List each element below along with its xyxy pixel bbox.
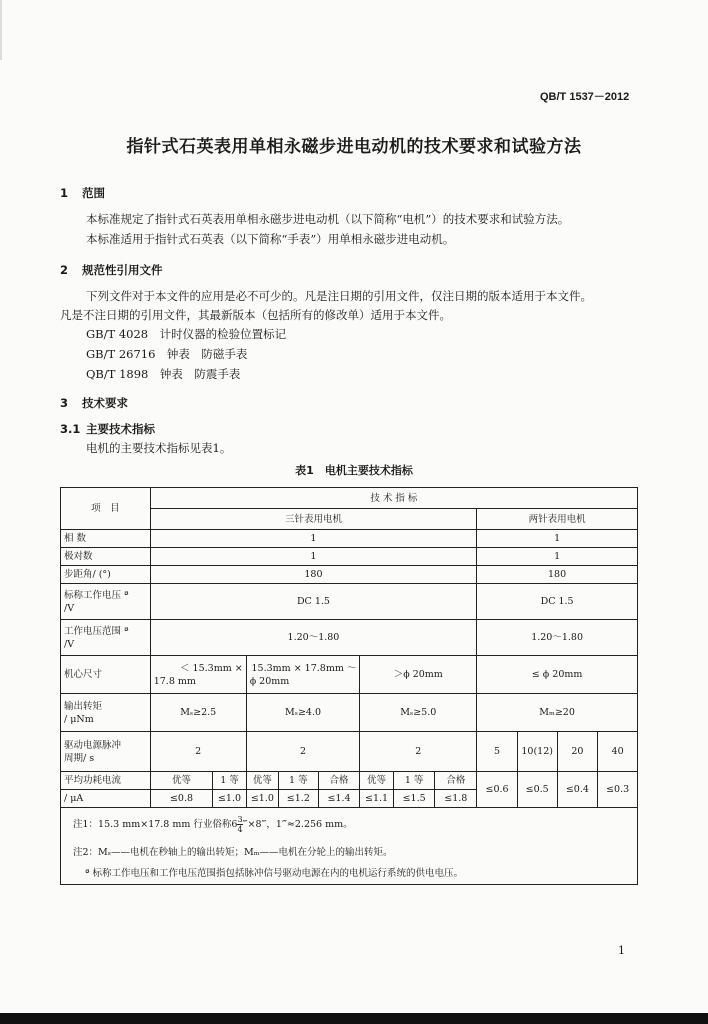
row-label-line: 输出转矩 bbox=[64, 700, 103, 712]
cell: 1 bbox=[150, 530, 476, 548]
section-2-number: 2 bbox=[60, 263, 69, 277]
row-label: 相 数 bbox=[61, 530, 151, 548]
document-title: 指针式石英表用单相永磁步进电动机的技术要求和试验方法 bbox=[126, 137, 582, 157]
cell: 1 bbox=[477, 548, 638, 566]
grade-cell: 优等 bbox=[360, 772, 393, 790]
section-1-title: 范围 bbox=[82, 186, 105, 200]
table-row bbox=[61, 488, 638, 509]
table-row bbox=[61, 694, 638, 732]
note-1 bbox=[61, 808, 638, 842]
row-label-unit: /V bbox=[64, 602, 75, 614]
section-1-number: 1 bbox=[60, 186, 69, 200]
grade-cell: 1 等 bbox=[213, 772, 246, 790]
section-3-heading bbox=[60, 395, 128, 411]
header-two-hand: 两针表用电机 bbox=[477, 509, 638, 530]
cell: 10(12) bbox=[517, 732, 557, 772]
cell: 20 bbox=[557, 732, 598, 772]
section-3-title: 技术要求 bbox=[82, 396, 128, 410]
section-2-title: 规范性引用文件 bbox=[82, 263, 163, 277]
table-row bbox=[61, 530, 638, 548]
cell: ≤1.0 bbox=[246, 790, 278, 808]
grade-cell: 合格 bbox=[318, 772, 360, 790]
cell-line: ϕ 20mm bbox=[249, 675, 290, 687]
cell: 1 bbox=[477, 530, 638, 548]
table-row bbox=[61, 656, 638, 694]
note-2: 注2：Mₛ——电机在秒轴上的输出转矩；Mₘ——电机在分轮上的输出转矩。 bbox=[61, 842, 638, 863]
cell: ≤1.5 bbox=[393, 790, 435, 808]
footnote: ª 标称工作电压和工作电压范围指包括脉冲信号驱动电源在内的电机运行系统的供电电压。 bbox=[61, 863, 638, 885]
row-label: 机心尺寸 bbox=[61, 656, 151, 694]
cell: ≤0.4 bbox=[557, 772, 598, 808]
grade-cell: 优等 bbox=[246, 772, 278, 790]
cell: Mₛ≥4.0 bbox=[246, 694, 360, 732]
cell: ≤0.5 bbox=[517, 772, 557, 808]
section-1-para-1: 本标准规定了指针式石英表用单相永磁步进电动机（以下简称“电机”）的技术要求和试验方法。 bbox=[86, 212, 570, 226]
page-number: 1 bbox=[618, 944, 625, 957]
cell: 2 bbox=[360, 732, 477, 772]
cell: ≤ ϕ 20mm bbox=[477, 656, 638, 694]
section-2-heading bbox=[60, 262, 163, 278]
row-label: 平均功耗电流 bbox=[61, 772, 151, 790]
cell: 5 bbox=[477, 732, 518, 772]
header-spec: 技 术 指 标 bbox=[150, 488, 637, 509]
note-1-int: 6 bbox=[231, 819, 238, 831]
cell: ≤0.3 bbox=[598, 772, 638, 808]
row-label bbox=[61, 694, 151, 732]
row-label-line: 驱动电源脉冲 bbox=[64, 739, 122, 751]
cell: 40 bbox=[598, 732, 638, 772]
table-caption: 表1 电机主要技术指标 bbox=[295, 464, 413, 477]
spec-table bbox=[60, 487, 638, 885]
cell: Mₘ≥20 bbox=[477, 694, 638, 732]
table-row bbox=[61, 584, 638, 620]
note-1-text: 注1：15.3 mm×17.8 mm 行业俗称 bbox=[73, 819, 232, 831]
section-3-1-heading bbox=[60, 421, 155, 437]
cell: Mₛ≥5.0 bbox=[360, 694, 477, 732]
cell-line: 17.8 mm bbox=[153, 675, 196, 687]
table-row bbox=[61, 566, 638, 584]
row-label: 极对数 bbox=[61, 548, 151, 566]
fraction-numerator: 3 bbox=[237, 815, 243, 825]
cell: 1.20～1.80 bbox=[150, 620, 476, 656]
cell: 2 bbox=[150, 732, 246, 772]
cell-line: ＜ 15.3mm × bbox=[180, 662, 243, 674]
cell: 180 bbox=[150, 566, 476, 584]
section-3-1-number: 3.1 bbox=[60, 422, 81, 436]
cell: 2 bbox=[246, 732, 360, 772]
row-label-unit: /V bbox=[64, 638, 75, 650]
table-row bbox=[61, 772, 638, 790]
row-label-line: 标称工作电压 ª bbox=[64, 589, 129, 601]
cell: ≤1.1 bbox=[360, 790, 393, 808]
cell: DC 1.5 bbox=[150, 584, 476, 620]
cell: 1.20～1.80 bbox=[477, 620, 638, 656]
section-2-para-1a: 下列文件对于本文件的应用是必不可少的。凡是注日期的引用文件，仅注日期的版本适用于本文件。 bbox=[86, 289, 592, 303]
row-label bbox=[61, 620, 151, 656]
section-2-para-1b: 凡是不注日期的引用文件，其最新版本（包括所有的修改单）适用于本文件。 bbox=[60, 308, 451, 322]
table-row bbox=[61, 620, 638, 656]
table-row bbox=[61, 548, 638, 566]
row-label-unit: / μNm bbox=[64, 713, 94, 725]
section-1-heading bbox=[60, 185, 105, 201]
section-3-1-para: 电机的主要技术指标见表1。 bbox=[86, 441, 232, 455]
cell: ≤1.8 bbox=[435, 790, 477, 808]
cell: ≤0.6 bbox=[477, 772, 518, 808]
section-3-number: 3 bbox=[60, 396, 69, 410]
note-1-text-post: ‴×8‴，1‴≈2.256 mm。 bbox=[242, 819, 353, 831]
cell: DC 1.5 bbox=[477, 584, 638, 620]
reference-item: GB/T 4028 计时仪器的检验位置标记 bbox=[86, 327, 287, 341]
reference-item: GB/T 26716 钟表 防磁手表 bbox=[86, 347, 248, 361]
row-label: 步距角/ (°) bbox=[61, 566, 151, 584]
row-label-unit: / μA bbox=[61, 790, 151, 808]
cell: ＞ϕ 20mm bbox=[360, 656, 477, 694]
cell: ≤1.4 bbox=[318, 790, 360, 808]
cell bbox=[246, 656, 360, 694]
row-label-unit: 周期/ s bbox=[64, 752, 95, 764]
cell: ≤1.2 bbox=[279, 790, 319, 808]
row-label bbox=[61, 732, 151, 772]
header-item: 项 目 bbox=[61, 488, 151, 530]
grade-cell: 1 等 bbox=[279, 772, 319, 790]
grade-cell: 合格 bbox=[435, 772, 477, 790]
standard-number: QB/T 1537－2012 bbox=[540, 91, 630, 103]
row-label bbox=[61, 584, 151, 620]
cell: 180 bbox=[477, 566, 638, 584]
fraction-denominator: 4 bbox=[237, 825, 243, 835]
cell: ≤1.0 bbox=[213, 790, 246, 808]
cell-line: 15.3mm × 17.8mm ～ bbox=[251, 662, 357, 674]
cell: Mₛ≥2.5 bbox=[150, 694, 246, 732]
reference-item: QB/T 1898 钟表 防震手表 bbox=[86, 367, 241, 381]
grade-cell: 优等 bbox=[150, 772, 213, 790]
row-label-line: 工作电压范围 ª bbox=[64, 625, 129, 637]
header-three-hand: 三针表用电机 bbox=[150, 509, 476, 530]
scan-edge-mark bbox=[0, 0, 2, 60]
cell bbox=[150, 656, 246, 694]
table-note-row bbox=[61, 808, 638, 842]
cell: ≤0.8 bbox=[150, 790, 213, 808]
table-note-row bbox=[61, 842, 638, 863]
table-note-row bbox=[61, 863, 638, 885]
table-row bbox=[61, 732, 638, 772]
section-3-1-title: 主要技术指标 bbox=[86, 422, 155, 436]
grade-cell: 1 等 bbox=[393, 772, 435, 790]
section-1-para-2: 本标准适用于指针式石英表（以下简称“手表”）用单相永磁步进电动机。 bbox=[86, 232, 455, 246]
cell: 1 bbox=[150, 548, 476, 566]
scan-bottom-edge bbox=[0, 1013, 708, 1024]
